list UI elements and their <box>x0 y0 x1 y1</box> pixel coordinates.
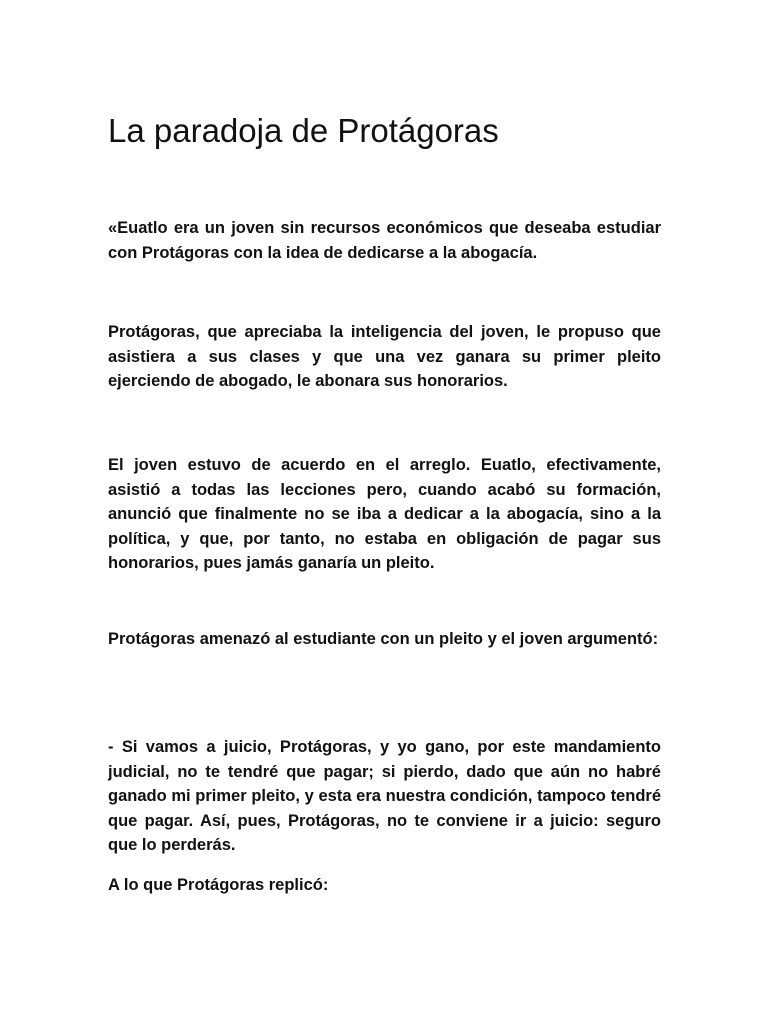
paragraph-5: - Si vamos a juicio, Protágoras, y yo gano, por este mandamiento judicial, no te tendré que pagar; si pierdo, dado que aún no habré ganado mi primer pleito, y esta era nuestra condición, tampoco tendré que pagar. Así, pues, Protágoras, no te conviene ir a juicio: seguro que lo perderás. <box>108 738 661 854</box>
paragraph-4: Protágoras amenazó al estudiante con un pleito y el joven argumentó: <box>108 630 659 648</box>
paragraph-2: Protágoras, que apreciaba la inteligencia del joven, le propuso que asistiera a sus clases y que una vez ganara su primer pleito ejerciendo de abogado, le abonara sus honorarios. <box>108 323 661 390</box>
paragraph-6: A lo que Protágoras replicó: <box>108 876 329 894</box>
paragraph-3: El joven estuvo de acuerdo en el arreglo. Euatlo, efectivamente, asistió a todas las lecciones pero, cuando acabó su formación, anunció que finalmente no se iba a dedicar a la abogacía, sino a la política, y que, por tanto, no estaba en obligación de pagar sus honorarios, pues jamás ganaría un pleito. <box>108 456 661 572</box>
document-title: La paradoja de Protágoras <box>108 112 499 149</box>
paragraph-1: «Euatlo era un joven sin recursos económicos que deseaba estudiar con Protágoras con la idea de dedicarse a la abogacía. <box>108 219 661 262</box>
